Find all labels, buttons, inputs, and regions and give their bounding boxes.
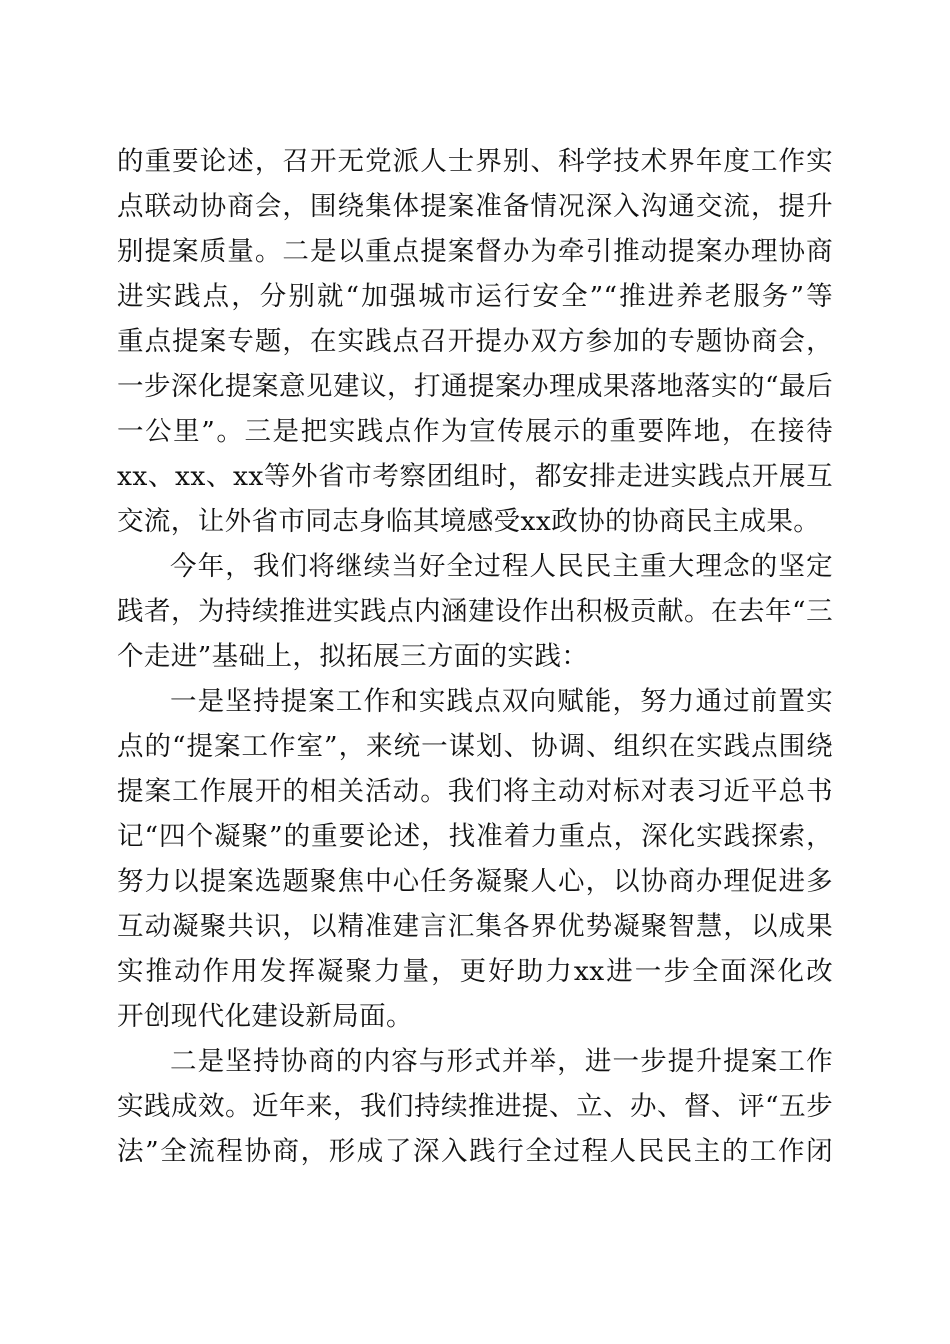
- text-line: xx、xx、xx等外省市考察团组时，都安排走进实践点开展互: [117, 461, 833, 492]
- text-line: 实推动作用发挥凝聚力量，更好助力xx进一步全面深化改: [117, 956, 833, 987]
- paragraph-first-line: 二是坚持协商的内容与形式并举，进一步提升提案工作: [170, 1046, 833, 1077]
- paragraph-first-line: 一是坚持提案工作和实践点双向赋能，努力通过前置实: [170, 686, 833, 717]
- text-line: 记“四个凝聚”的重要论述，找准着力重点，深化实践探索，: [117, 821, 833, 852]
- text-line: 重点提案专题，在实践点召开提办双方参加的专题协商会，: [117, 326, 833, 357]
- text-line: 别提案质量。二是以重点提案督办为牵引推动提案办理协商: [117, 236, 833, 267]
- paragraph-first-line: 今年，我们将继续当好全过程人民民主重大理念的坚定: [170, 551, 833, 582]
- text-line: 开创现代化建设新局面。: [117, 1001, 413, 1032]
- text-line: 交流，让外省市同志身临其境感受xx政协的协商民主成果。: [117, 506, 821, 537]
- document-body: [117, 139, 833, 1174]
- text-line: 个走进”基础上，拟拓展三方面的实践：: [117, 641, 589, 672]
- text-line: 互动凝聚共识，以精准建言汇集各界优势凝聚智慧，以成果: [117, 911, 833, 942]
- text-line: 践者，为持续推进实践点内涵建设作出积极贡献。在去年“三: [117, 596, 833, 627]
- text-line: 一公里”。三是把实践点作为宣传展示的重要阵地，在接待: [117, 416, 833, 447]
- text-line: 进实践点，分别就“加强城市运行安全”“推进养老服务”等: [117, 281, 833, 312]
- text-line: 点联动协商会，围绕集体提案准备情况深入沟通交流，提升: [117, 191, 833, 222]
- text-line: 努力以提案选题聚焦中心任务凝聚人心，以协商办理促进多: [117, 866, 833, 897]
- text-line: 的重要论述，召开无党派人士界别、科学技术界年度工作实: [117, 146, 833, 177]
- text-line: 提案工作展开的相关活动。我们将主动对标对表习近平总书: [117, 776, 833, 807]
- text-line: 一步深化提案意见建议，打通提案办理成果落地落实的“最后: [117, 371, 833, 402]
- text-line: 法”全流程协商，形成了深入践行全过程人民民主的工作闭: [117, 1136, 833, 1167]
- text-line: 实践成效。近年来，我们持续推进提、立、办、督、评“五步: [117, 1091, 833, 1122]
- text-line: 点的“提案工作室”，来统一谋划、协调、组织在实践点围绕: [117, 731, 833, 762]
